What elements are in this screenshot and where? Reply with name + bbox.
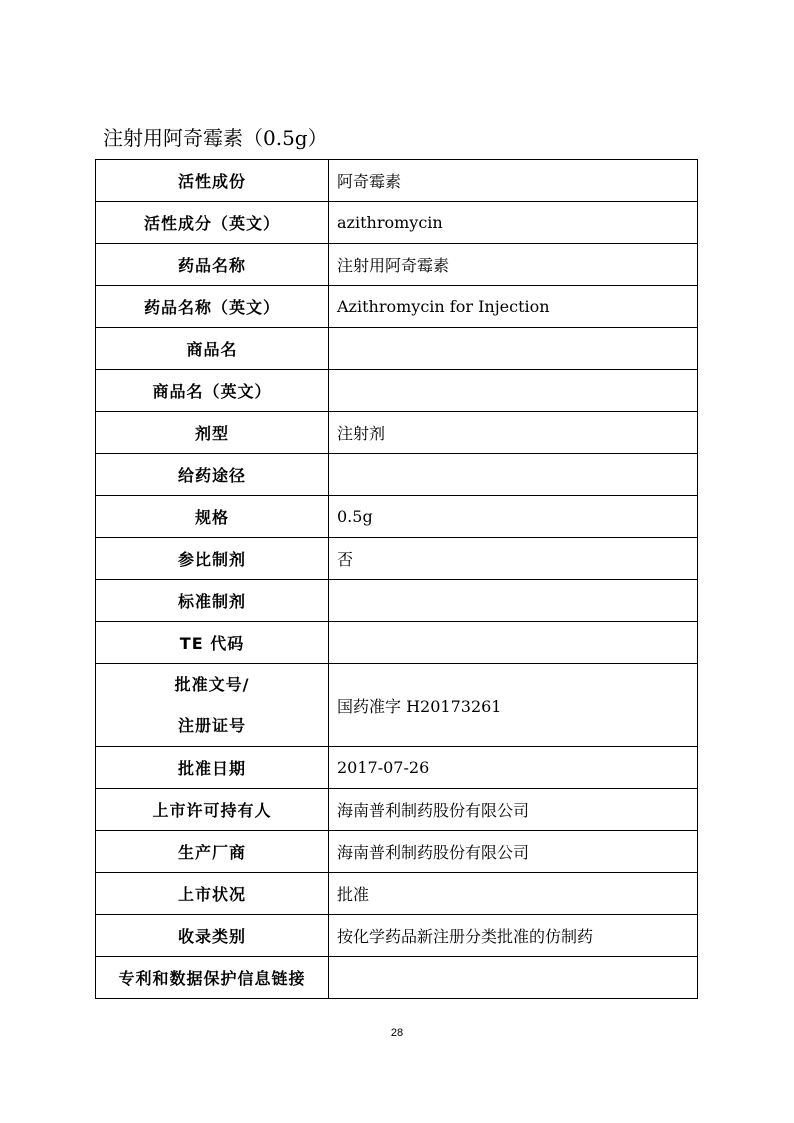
row-label: 药品名称（英文） <box>96 286 329 328</box>
row-value <box>329 957 698 999</box>
row-label: 商品名 <box>96 328 329 370</box>
row-label: 规格 <box>96 496 329 538</box>
row-value: 注射剂 <box>329 412 698 454</box>
row-label: 活性成份 <box>96 160 329 202</box>
row-value: 阿奇霉素 <box>329 160 698 202</box>
table-row <box>96 831 698 873</box>
table-row <box>96 789 698 831</box>
table-row <box>96 622 698 664</box>
row-value <box>329 370 698 412</box>
row-value: 批准 <box>329 873 698 915</box>
table-row <box>96 202 698 244</box>
row-label: 标准制剂 <box>96 580 329 622</box>
row-value <box>329 580 698 622</box>
document-title: 注射用阿奇霉素（0.5g） <box>103 126 328 150</box>
row-label: 参比制剂 <box>96 538 329 580</box>
row-value <box>329 328 698 370</box>
drug-info-table <box>95 159 698 999</box>
table-row <box>96 244 698 286</box>
row-label: 剂型 <box>96 412 329 454</box>
page-number: 28 <box>390 1027 404 1039</box>
table-row <box>96 538 698 580</box>
row-label: 专利和数据保护信息链接 <box>96 957 329 999</box>
table-row <box>96 328 698 370</box>
table-row <box>96 496 698 538</box>
table-row <box>96 286 698 328</box>
row-value: 国药准字 H20173261 <box>329 664 698 747</box>
table-row <box>96 454 698 496</box>
row-value: Azithromycin for Injection <box>329 286 698 328</box>
row-label: 上市状况 <box>96 873 329 915</box>
row-label: 上市许可持有人 <box>96 789 329 831</box>
row-value: 海南普利制药股份有限公司 <box>329 831 698 873</box>
row-value: 按化学药品新注册分类批准的仿制药 <box>329 915 698 957</box>
row-label: 药品名称 <box>96 244 329 286</box>
row-value: 海南普利制药股份有限公司 <box>329 789 698 831</box>
table-row <box>96 664 698 747</box>
row-label <box>96 664 329 747</box>
row-label: 活性成分（英文） <box>96 202 329 244</box>
table-row <box>96 915 698 957</box>
row-label-line: 注册证号 <box>177 716 246 735</box>
row-label: 收录类别 <box>96 915 329 957</box>
row-label: TE 代码 <box>96 622 329 664</box>
row-value: 否 <box>329 538 698 580</box>
table-row <box>96 370 698 412</box>
row-label: 批准日期 <box>96 747 329 789</box>
row-label: 给药途径 <box>96 454 329 496</box>
row-value <box>329 454 698 496</box>
row-label: 商品名（英文） <box>96 370 329 412</box>
table-row <box>96 412 698 454</box>
table-row <box>96 747 698 789</box>
row-value <box>329 622 698 664</box>
row-value: 2017-07-26 <box>329 747 698 789</box>
row-label-line: 批准文号/ <box>174 675 250 694</box>
table-row <box>96 160 698 202</box>
row-value: azithromycin <box>329 202 698 244</box>
row-value: 注射用阿奇霉素 <box>329 244 698 286</box>
table-row <box>96 873 698 915</box>
table-row <box>96 957 698 999</box>
row-value: 0.5g <box>329 496 698 538</box>
table-row <box>96 580 698 622</box>
row-label: 生产厂商 <box>96 831 329 873</box>
